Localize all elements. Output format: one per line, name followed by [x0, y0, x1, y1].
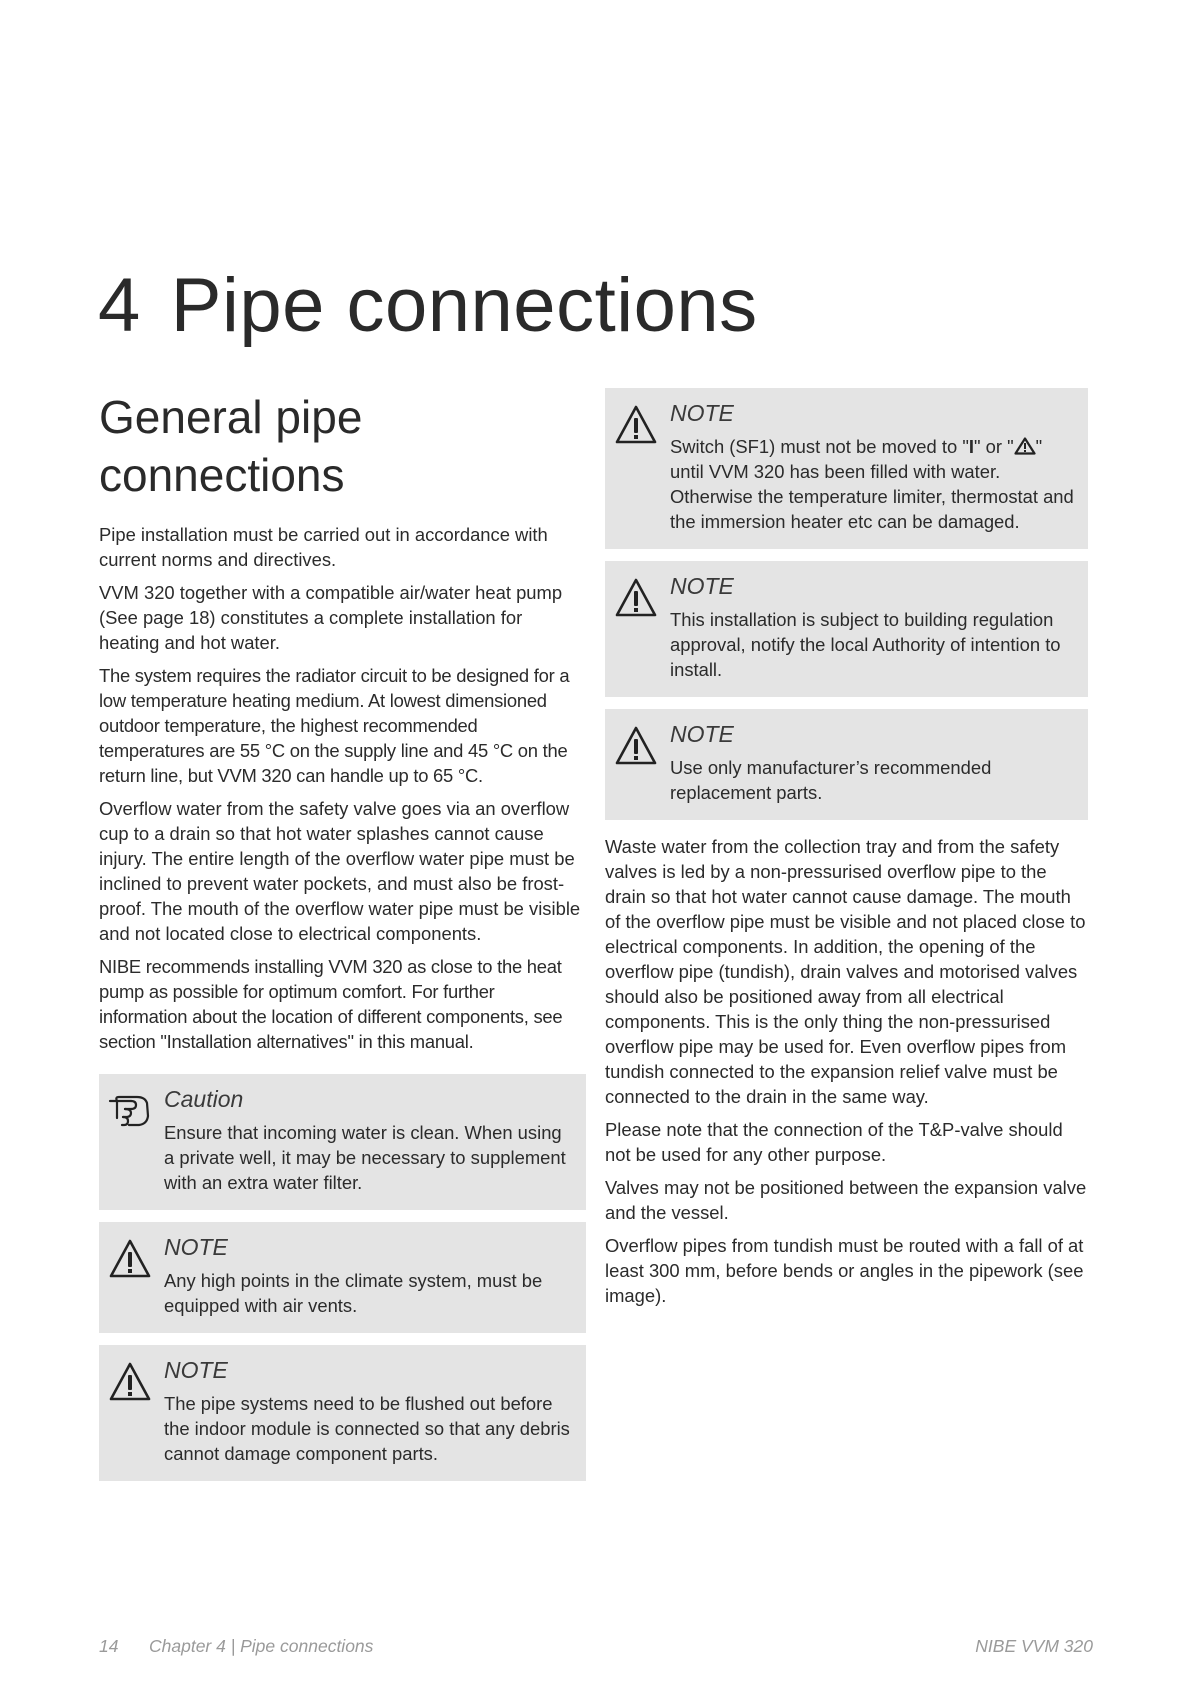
warning-icon [107, 1359, 153, 1405]
section-title-line-2: connections [99, 449, 345, 501]
note-text [670, 434, 1074, 534]
caution-box [99, 1074, 586, 1210]
section-title-line-1: General pipe [99, 391, 363, 443]
note-heading: NOTE [164, 1357, 228, 1383]
pointing-hand-icon [107, 1088, 153, 1134]
footer-product: NIBE VVM 320 [975, 1636, 1093, 1656]
note-text-start: Switch (SF1) must not be moved to " [670, 436, 969, 457]
right-column [605, 388, 1088, 1316]
note-box [99, 1345, 586, 1481]
page-number: 14 [99, 1636, 119, 1656]
note-heading: NOTE [164, 1234, 228, 1260]
note-text: Any high points in the climate system, must be equipped with air vents. [164, 1270, 543, 1316]
chapter-title [98, 262, 758, 349]
warning-icon [613, 575, 659, 621]
paragraph: Pipe installation must be carried out in accordance with current norms and directives. [99, 524, 548, 570]
warning-icon [107, 1236, 153, 1282]
note-text: This installation is subject to building regulation approval, notify the local Authority of intention to install. [670, 609, 1061, 680]
note-text: The pipe systems need to be flushed out before the indoor module is connected so that any debris cannot damage component parts. [164, 1393, 570, 1464]
section-title [99, 388, 586, 504]
caution-text: Ensure that incoming water is clean. When using a private well, it may be necessary to supplement with an extra water filter. [164, 1122, 566, 1193]
paragraph: NIBE recommends installing VVM 320 as close to the heat pump as possible for optimum comfort. For further information about the location of different components, see section "Installation alternatives" in this manual. [99, 956, 563, 1052]
note-text-end: " until VVM 320 has been filled with water. Otherwise the temperature limiter, thermostat and the immersion heater etc can be damaged. [670, 436, 1074, 532]
note-text: Use only manufacturer’s recommended replacement parts. [670, 757, 992, 803]
note-box [99, 1222, 586, 1333]
warning-icon [613, 402, 659, 448]
note-heading: NOTE [670, 573, 734, 599]
paragraph: VVM 320 together with a compatible air/water heat pump (See page 18) constitutes a complete installation for heating and hot water. [99, 582, 563, 653]
note-box [605, 561, 1088, 697]
note-box [605, 388, 1088, 549]
note-text-middle: " or " [973, 436, 1014, 457]
footer-chapter: Chapter 4 | Pipe connections [149, 1636, 374, 1656]
page-footer [99, 1636, 1093, 1660]
note-heading: NOTE [670, 721, 734, 747]
paragraph: Waste water from the collection tray and from the safety valves is led by a non-pressurised overflow pipe to the drain so that hot water cannot cause damage. The mouth of the overflow pipe must be visible and not placed close to electrical components. In addition, the opening of the overflow pipe (tundish), drain valves and motorised valves should also be positioned away from all electrical components. This is the only thing the non-pressurised overflow pipe may be used for. Even overflow pipes from tundish connected to the expansion relief valve must be connected to the drain in the same way. [605, 836, 1086, 1107]
chapter-number: 4 [98, 263, 141, 348]
paragraph: Overflow pipes from tundish must be routed with a fall of at least 300 mm, before bends or angles in the pipework (see image). [605, 1235, 1084, 1306]
paragraph: Overflow water from the safety valve goes via an overflow cup to a drain so that hot water splashes cannot cause injury. The entire length of the overflow water pipe must be inclined to prevent water pockets, and must also be frost-proof. The mouth of the overflow water pipe must be visible and not located close to electrical components. [99, 798, 581, 944]
warning-icon [613, 723, 659, 769]
switch-position-symbol: I [968, 436, 974, 457]
paragraph: Valves may not be positioned between the expansion valve and the vessel. [605, 1177, 1087, 1223]
warning-symbol-icon [1014, 437, 1036, 455]
caution-heading: Caution [164, 1086, 244, 1112]
paragraph: The system requires the radiator circuit to be designed for a low temperature heating medium. At lowest dimensioned outdoor temperature, the highest recommended temperatures are 55 °C on the supply line and 45 °C on the return line, but VVM 320 can handle up to 65 °C. [99, 665, 570, 786]
left-column [99, 388, 586, 1493]
note-box [605, 709, 1088, 820]
note-heading: NOTE [670, 400, 734, 426]
paragraph: Please note that the connection of the T&P-valve should not be used for any other purpose. [605, 1119, 1063, 1165]
chapter-title-text: Pipe connections [170, 263, 758, 348]
